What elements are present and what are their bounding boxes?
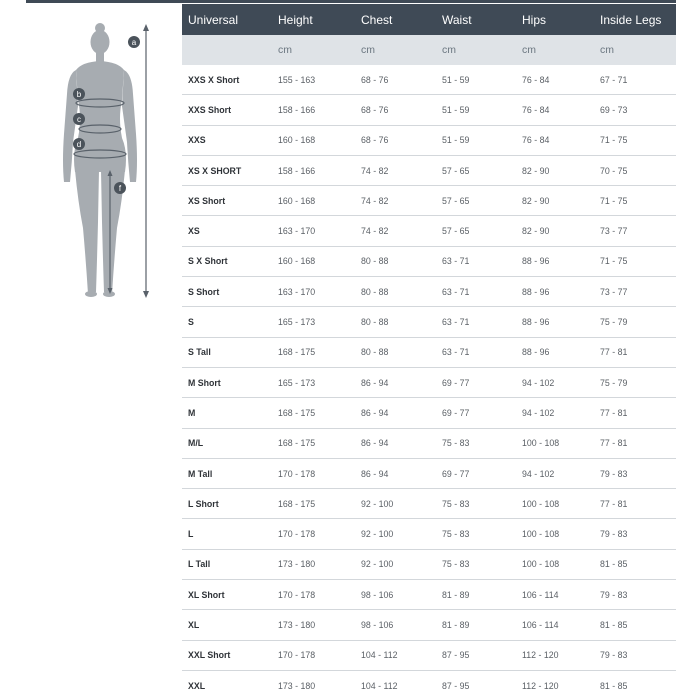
hips-cell: 76 - 84 — [516, 65, 594, 95]
hips-cell: 88 - 96 — [516, 246, 594, 276]
inside-legs-cell: 73 - 77 — [594, 277, 676, 307]
size-cell: XS X SHORT — [182, 155, 272, 185]
table-row — [182, 610, 676, 640]
svg-text:c: c — [77, 115, 81, 124]
chest-cell: 98 - 106 — [355, 610, 436, 640]
size-cell: XS Short — [182, 186, 272, 216]
hips-cell: 100 - 108 — [516, 549, 594, 579]
hips-cell: 88 - 96 — [516, 337, 594, 367]
waist-cell: 51 - 59 — [436, 95, 516, 125]
inside-legs-cell: 79 - 83 — [594, 640, 676, 670]
unit-cell: cm — [272, 35, 355, 65]
inside-legs-cell: 75 - 79 — [594, 367, 676, 397]
waist-cell: 63 - 71 — [436, 246, 516, 276]
inside-legs-cell: 73 - 77 — [594, 216, 676, 246]
marker-f — [114, 182, 126, 194]
size-cell: XXS X Short — [182, 65, 272, 95]
height-cell: 168 - 175 — [272, 428, 355, 458]
unit-row — [182, 35, 676, 65]
inside-legs-cell: 71 - 75 — [594, 186, 676, 216]
height-cell: 173 - 180 — [272, 549, 355, 579]
height-cell: 160 - 168 — [272, 125, 355, 155]
waist-cell: 57 - 65 — [436, 155, 516, 185]
inside-legs-cell: 81 - 85 — [594, 549, 676, 579]
chest-cell: 86 - 94 — [355, 367, 436, 397]
chest-cell: 68 - 76 — [355, 65, 436, 95]
size-cell: XL — [182, 610, 272, 640]
table-row — [182, 519, 676, 549]
size-cell: XS — [182, 216, 272, 246]
hips-cell: 82 - 90 — [516, 155, 594, 185]
hips-cell: 88 - 96 — [516, 277, 594, 307]
hips-cell: 112 - 120 — [516, 640, 594, 670]
waist-cell: 69 - 77 — [436, 398, 516, 428]
column-header-height: Height — [272, 4, 355, 35]
marker-c — [73, 113, 85, 125]
table-row — [182, 458, 676, 488]
svg-text:d: d — [76, 140, 82, 149]
hips-cell: 76 - 84 — [516, 125, 594, 155]
inside-legs-cell: 69 - 73 — [594, 95, 676, 125]
marker-a — [128, 36, 140, 48]
inside-legs-cell: 81 - 85 — [594, 610, 676, 640]
height-cell: 160 - 168 — [272, 186, 355, 216]
table-row — [182, 580, 676, 610]
chest-cell: 98 - 106 — [355, 580, 436, 610]
inside-legs-cell: 75 - 79 — [594, 307, 676, 337]
waist-cell: 81 - 89 — [436, 580, 516, 610]
table-row — [182, 95, 676, 125]
size-cell: XXL — [188, 680, 206, 691]
chest-cell: 74 - 82 — [355, 186, 436, 216]
hips-cell: 94 - 102 — [516, 458, 594, 488]
size-cell: M Short — [182, 367, 272, 397]
height-cell: 173 - 180 — [272, 610, 355, 640]
inside-legs-cell: 77 - 81 — [594, 489, 676, 519]
size-cell: XL Short — [182, 580, 272, 610]
hips-cell: 94 - 102 — [516, 398, 594, 428]
size-rows — [182, 65, 676, 700]
height-cell: 158 - 166 — [272, 155, 355, 185]
hips-cell: 106 - 114 — [516, 610, 594, 640]
svg-text:a: a — [131, 38, 137, 47]
height-cell: 163 - 170 — [272, 277, 355, 307]
height-cell: 170 - 178 — [272, 580, 355, 610]
chest-cell: 92 - 100 — [355, 549, 436, 579]
inside-legs-cell: 70 - 75 — [594, 155, 676, 185]
hips-cell: 106 - 114 — [516, 580, 594, 610]
body-silhouette-icon — [52, 22, 164, 302]
marker-b — [73, 88, 85, 100]
size-cell: XXS — [182, 125, 272, 155]
unit-cell: cm — [516, 35, 594, 65]
hips-cell: 88 - 96 — [516, 307, 594, 337]
chest-cell: 86 - 94 — [355, 458, 436, 488]
chest-cell: 104 - 112 — [355, 640, 436, 670]
chest-cell: 68 - 76 — [355, 95, 436, 125]
waist-cell: 57 - 65 — [436, 216, 516, 246]
size-cell: L Short — [182, 489, 272, 519]
waist-cell: 57 - 65 — [436, 186, 516, 216]
size-chart-table — [182, 4, 676, 700]
table-row — [182, 277, 676, 307]
table-row — [182, 489, 676, 519]
chest-cell: 80 - 88 — [355, 246, 436, 276]
hips-cell: 112 - 120 — [522, 680, 559, 691]
table-row — [182, 367, 676, 397]
size-cell: L Tall — [182, 549, 272, 579]
waist-cell: 75 - 83 — [436, 428, 516, 458]
size-cell: M — [182, 398, 272, 428]
inside-legs-cell: 79 - 83 — [594, 458, 676, 488]
column-header-inside-legs: Inside Legs — [594, 4, 676, 35]
unit-cell: cm — [436, 35, 516, 65]
size-cell: M Tall — [182, 458, 272, 488]
hips-cell: 82 - 90 — [516, 216, 594, 246]
waist-cell: 75 - 83 — [436, 549, 516, 579]
waist-cell: 75 - 83 — [436, 489, 516, 519]
inside-legs-cell: 77 - 81 — [594, 398, 676, 428]
size-cell: S X Short — [182, 246, 272, 276]
column-header-hips: Hips — [516, 4, 594, 35]
table-row — [182, 307, 676, 337]
column-header-waist: Waist — [436, 4, 516, 35]
inside-legs-cell: 77 - 81 — [594, 337, 676, 367]
waist-cell: 51 - 59 — [436, 65, 516, 95]
inside-legs-cell: 71 - 75 — [594, 246, 676, 276]
height-cell: 165 - 173 — [272, 307, 355, 337]
size-cell: S — [182, 307, 272, 337]
height-cell: 160 - 168 — [272, 246, 355, 276]
table-row — [182, 246, 676, 276]
size-cell: L — [182, 519, 272, 549]
column-header-universal: Universal — [182, 4, 272, 35]
table-row — [182, 186, 676, 216]
table-row — [182, 428, 676, 458]
chest-cell: 92 - 100 — [355, 519, 436, 549]
waist-cell: 51 - 59 — [436, 125, 516, 155]
inside-legs-cell: 77 - 81 — [594, 428, 676, 458]
height-cell: 168 - 175 — [272, 489, 355, 519]
waist-cell: 81 - 89 — [436, 610, 516, 640]
waist-cell: 63 - 71 — [436, 337, 516, 367]
chest-cell: 74 - 82 — [355, 216, 436, 246]
table-row — [182, 65, 676, 95]
waist-cell: 69 - 77 — [436, 367, 516, 397]
chest-cell: 86 - 94 — [355, 428, 436, 458]
chest-cell: 86 - 94 — [355, 398, 436, 428]
size-cell: S Tall — [182, 337, 272, 367]
hips-cell: 100 - 108 — [516, 519, 594, 549]
hips-cell: 82 - 90 — [516, 186, 594, 216]
unit-cell: cm — [594, 35, 676, 65]
table-row — [182, 125, 676, 155]
inside-legs-cell: 71 - 75 — [594, 125, 676, 155]
measurement-diagram — [52, 22, 164, 302]
size-cell: S Short — [182, 277, 272, 307]
size-cell: XXL Short — [182, 640, 272, 670]
svg-text:b: b — [76, 90, 82, 99]
height-cell: 158 - 166 — [272, 95, 355, 125]
hips-cell: 100 - 108 — [516, 428, 594, 458]
size-cell: M/L — [182, 428, 272, 458]
inside-legs-cell: 67 - 71 — [594, 65, 676, 95]
waist-cell: 63 - 71 — [436, 307, 516, 337]
chest-cell: 68 - 76 — [355, 125, 436, 155]
table-row — [182, 337, 676, 367]
table-row — [182, 155, 676, 185]
inside-legs-cell: 79 - 83 — [594, 580, 676, 610]
waist-cell: 69 - 77 — [436, 458, 516, 488]
height-cell: 173 - 180 — [278, 680, 316, 691]
height-cell: 168 - 175 — [272, 398, 355, 428]
chest-cell: 80 - 88 — [355, 307, 436, 337]
chest-cell: 74 - 82 — [355, 155, 436, 185]
table-row — [182, 640, 676, 670]
table-row — [182, 549, 676, 579]
marker-d — [73, 138, 85, 150]
chest-cell: 80 - 88 — [355, 277, 436, 307]
chest-cell: 92 - 100 — [355, 489, 436, 519]
unit-cell — [182, 35, 272, 65]
table-header-row — [182, 4, 676, 35]
hips-cell: 100 - 108 — [516, 489, 594, 519]
column-header-chest: Chest — [355, 4, 436, 35]
height-cell: 155 - 163 — [272, 65, 355, 95]
waist-cell: 87 - 95 — [436, 640, 516, 670]
hips-cell: 94 - 102 — [516, 367, 594, 397]
table-row — [182, 216, 676, 246]
chest-cell: 80 - 88 — [355, 337, 436, 367]
hips-cell: 76 - 84 — [516, 95, 594, 125]
table-row — [182, 670, 676, 700]
inside-legs-cell: 79 - 83 — [594, 519, 676, 549]
height-cell: 170 - 178 — [272, 519, 355, 549]
top-divider — [26, 0, 676, 3]
height-cell: 168 - 175 — [272, 337, 355, 367]
waist-cell: 63 - 71 — [436, 277, 516, 307]
size-cell: XXS Short — [182, 95, 272, 125]
chest-cell: 104 - 112 — [361, 680, 398, 691]
waist-cell: 87 - 95 — [442, 680, 470, 691]
height-cell: 170 - 178 — [272, 640, 355, 670]
table-row — [182, 398, 676, 428]
height-cell: 170 - 178 — [272, 458, 355, 488]
height-cell: 165 - 173 — [272, 367, 355, 397]
svg-text:f: f — [118, 184, 122, 193]
unit-cell: cm — [355, 35, 436, 65]
inside-legs-cell: 81 - 85 — [600, 680, 628, 691]
waist-cell: 75 - 83 — [436, 519, 516, 549]
height-cell: 163 - 170 — [272, 216, 355, 246]
